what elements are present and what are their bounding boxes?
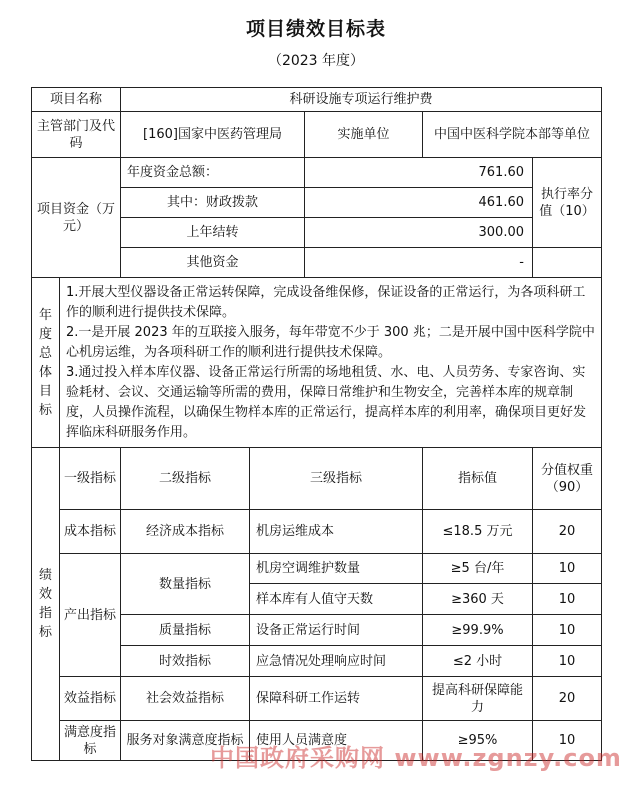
timely-l3: 应急情况处理响应时间: [250, 646, 423, 677]
cost-l3: 机房运维成本: [250, 510, 423, 554]
perf-label-text: 绩效指标: [38, 568, 52, 640]
funds-fiscal-value: 461.60: [305, 188, 533, 218]
funds-total-value: 761.60: [305, 158, 533, 188]
watermark: 中国政府采购网 www.zgnzy.com: [210, 744, 622, 772]
cost-row: [32, 510, 602, 554]
funds-other-label: 其他资金: [121, 248, 305, 278]
goal-item-3: 3.通过投入样本库仪器、设备正常运行所需的场地租赁、水、电、人员劳务、专家咨询、实验耗材、会议、交通运输等所需的费用，保障日常维护和生物安全，完善样本库的规章制度，人员操作流程，以确保生物样本库的正常运行，提高样本库的利用率，确保项目更好发挥临床科研服务作用。: [66, 364, 587, 440]
funds-other-blank: [533, 248, 602, 278]
goals-row: [32, 278, 602, 448]
output-l1: 产出指标: [60, 554, 121, 677]
cost-l2: 经济成本指标: [121, 510, 250, 554]
funds-other-value: -: [305, 248, 533, 278]
goal-item-1: 1.开展大型仪器设备正常运转保障，完成设备维保修，保证设备的正常运行，为各项科研工作的顺利进行提供技术保障。: [66, 284, 586, 320]
benefit-l3: 保障科研工作运转: [250, 677, 423, 721]
timely-value: ≤2 小时: [423, 646, 533, 677]
header-l1: 一级指标: [60, 448, 121, 510]
quality-value: ≥99.9%: [423, 615, 533, 646]
goal-item-2: 2.一是开展 2023 年的互联接入服务，每年带宽不少于 300 兆；二是开展中国中医科学院中心机房运维，为各项科研工作的顺利进行提供技术保障。: [66, 324, 595, 360]
satisfaction-l3: 使用人员满意度: [250, 721, 423, 761]
cost-value: ≤18.5 万元: [423, 510, 533, 554]
unit-label: 实施单位: [305, 112, 423, 158]
perf-label: [32, 448, 60, 761]
project-name-label: 项目名称: [32, 88, 121, 112]
benefit-row: [32, 677, 602, 721]
page-title: 项目绩效目标表: [245, 18, 386, 40]
cost-score: 20: [533, 510, 602, 554]
timely-score: 10: [533, 646, 602, 677]
header-value: 指标值: [423, 448, 533, 510]
funds-total-label: 年度资金总额：: [121, 158, 305, 188]
satisfaction-l1: 满意度指标: [60, 721, 121, 761]
performance-table: [31, 87, 602, 761]
timely-l2: 时效指标: [121, 646, 250, 677]
satisfaction-score: 10: [533, 721, 602, 761]
funds-fiscal-label: 其中：财政拨款: [121, 188, 305, 218]
q2-l3: 样本库有人值守天数: [250, 584, 423, 615]
page-subtitle: （2023 年度）: [267, 53, 365, 69]
benefit-score: 20: [533, 677, 602, 721]
satisfaction-row: [32, 721, 602, 761]
goals-label-text: 年度总体目标: [38, 307, 52, 418]
unit-value: 中国中医科学院本部等单位: [423, 112, 602, 158]
project-name-row: [32, 88, 602, 112]
q2-score: 10: [533, 584, 602, 615]
q1-l3: 机房空调维护数量: [250, 554, 423, 584]
funds-carryover-value: 300.00: [305, 218, 533, 248]
cost-l1: 成本指标: [60, 510, 121, 554]
dept-value: [160]国家中医药管理局: [121, 112, 305, 158]
q1-score: 10: [533, 554, 602, 584]
dept-label: 主管部门及代码: [32, 112, 121, 158]
q2-value: ≥360 天: [423, 584, 533, 615]
goals-content: [60, 278, 602, 448]
quantity-l2: 数量指标: [121, 554, 250, 615]
dept-row: [32, 112, 602, 158]
quality-l2: 质量指标: [121, 615, 250, 646]
benefit-value: 提高科研保障能力: [423, 677, 533, 721]
funds-label: 项目资金（万元）: [32, 158, 121, 278]
satisfaction-value: ≥95%: [423, 721, 533, 761]
header-l2: 二级指标: [121, 448, 250, 510]
exec-rate-label: 执行率分值（10）: [533, 158, 602, 248]
output-quantity-row-1: [32, 554, 602, 584]
funds-carryover-label: 上年结转: [121, 218, 305, 248]
goals-label: [32, 278, 60, 448]
header-score: 分值权重（90）: [533, 448, 602, 510]
project-name-value: 科研设施专项运行维护费: [121, 88, 602, 112]
benefit-l1: 效益指标: [60, 677, 121, 721]
satisfaction-l2: 服务对象满意度指标: [121, 721, 250, 761]
header-l3: 三级指标: [250, 448, 423, 510]
benefit-l2: 社会效益指标: [121, 677, 250, 721]
quality-score: 10: [533, 615, 602, 646]
perf-header-row: [32, 448, 602, 510]
funds-row-total: [32, 158, 602, 188]
quality-l3: 设备正常运行时间: [250, 615, 423, 646]
q1-value: ≥5 台/年: [423, 554, 533, 584]
